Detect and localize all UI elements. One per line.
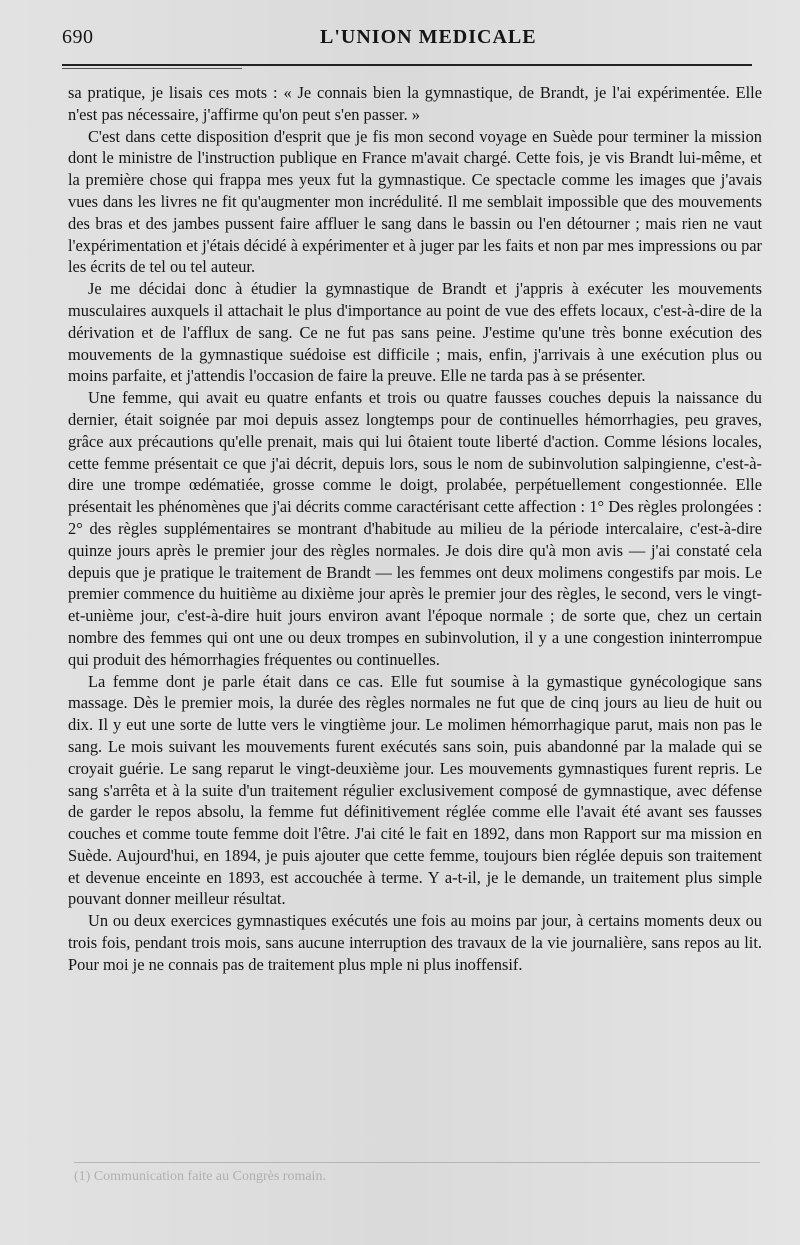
journal-title: L'UNION MEDICALE bbox=[320, 26, 537, 48]
paragraph: La femme dont je parle était dans ce cas. Elle fut soumise à la gymastique gynécologique sans massage. Dès le premier mois, la durée des règles normales ne fut que de cinq jours au lieu de huit ou dix. Il y eut une sorte de lutte vers le vingtième jour. Le molimen hémorrhagique parut, mais non pas le sang. Le mois suivant les mouvements furent exécutés sans soin, puis abandonné par la malade qui se croyait guérie. Le sang reparut le vingt-deuxième jour. Les mouvements gymnastiques furent repris. Le sang s'arrêta et à la suite d'un traitement régulier exclusivement composé de gymnastique, avec défense de garder le repos absolu, la femme fut définitivement réglée comme elle l'avait été avant ses fausses couches et comme toute femme doit l'être. J'ai cité le fait en 1892, dans mon Rapport sur ma mission en Suède. Aujourd'hui, en 1894, je puis ajouter que cette femme, toujours bien réglée depuis son traitement et devenue enceinte en 1893, est accouchée à terme. Y a-t-il, je le demande, un traitement plus simple pouvant donner meilleur résultat. bbox=[68, 671, 762, 909]
paragraph: Une femme, qui avait eu quatre enfants et trois ou quatre fausses couches depuis la naissance du dernier, était soignée par moi depuis assez longtemps pour de continuelles hémorrhagies, peu graves, grâce aux précautions qu'elle prenait, mais qui lui ôtaient toute liberté d'action. Comme lésions locales, cette femme présentait ce que j'ai décrit, depuis lors, sous le nom de subinvolution salpingienne, c'est-à-dire une trompe œdématiée, grosse comme le doigt, prolabée, perpétuellement congestionnée. Elle présentait les phénomènes que j'ai décrits comme caractérisant cette affection : 1° Des règles prolongées : 2° des règles supplémentaires se montrant d'habitude au milieu de la période intercalaire, c'est-à-dire quinze jours après le premier jour des règles normales. Je dois dire qu'à mon avis — j'ai constaté cela depuis que je pratique le traitement de Brandt — les femmes ont deux molimens congestifs par mois. Le premier commence du huitième au dixième jour après le premier jour des règles, le second, vers le vingt-et-unième jour, c'est-à-dire huit jours environ avant l'époque normale ; de sorte que, chez un certain nombre des femmes qui ont une ou deux trompes en subinvolution, il y a une congestion ininterrompue qui produit des hémorrhagies fréquentes ou continuelles. bbox=[68, 388, 762, 669]
page-number: 690 bbox=[62, 26, 94, 48]
paragraph: Je me décidai donc à étudier la gymnastique de Brandt et j'appris à exécuter les mouvements musculaires auxquels il attachait le plus d'importance au point de vue des effets locaux, c'est-à-dire de la dérivation et de l'afflux de sang. Ce ne fut pas sans peine. J'estime qu'une très bonne exécution des mouvements de la gymnastique suédoise est difficile ; mais, enfin, j'arrivais à une exécution plus ou moins parfaite, et j'attendis l'occasion de faire la preuve. Elle ne tarda pas à se présenter. bbox=[68, 279, 762, 386]
header-rule bbox=[62, 64, 752, 66]
header-rule-ornament bbox=[62, 68, 242, 69]
paragraph: Un ou deux exercices gymnastiques exécutés une fois au moins par jour, à certains moments deux ou trois fois, pendant trois mois, sans aucune interruption des travaux de la vie journalière, sans repos au lit. Pour moi je ne connais pas de traitement plus mple ni plus inoffensif. bbox=[68, 911, 762, 974]
running-header bbox=[62, 26, 752, 56]
footnote-bleed-through: (1) Communication faite au Congrès romain. bbox=[74, 1169, 326, 1184]
footnote-rule bbox=[74, 1162, 760, 1163]
article-body bbox=[68, 82, 762, 976]
paragraph: sa pratique, je lisais ces mots : « Je connais bien la gymnastique, de Brandt, je l'ai expérimentée. Elle n'est pas nécessaire, j'affirme qu'on peut s'en passer. » bbox=[68, 83, 762, 124]
paragraph: C'est dans cette disposition d'esprit que je fis mon second voyage en Suède pour terminer la mission dont le ministre de l'instruction publique en France m'avait chargé. Cette fois, je vis Brandt lui-même, et la première chose qui frappa mes yeux fut la gymnastique. Ce spectacle comme les images que j'avais vues dans les livres ne fit qu'augmenter mon incrédulité. Il me semblait impossible que des mouvements des bras et des jambes pussent faire affluer le sang dans le bassin ou l'en détourner ; mais rien ne vaut l'expérimentation et j'étais décidé à expérimenter et à juger par les faits et non par mes impressions ou par les écrits de tel ou tel auteur. bbox=[68, 126, 762, 277]
